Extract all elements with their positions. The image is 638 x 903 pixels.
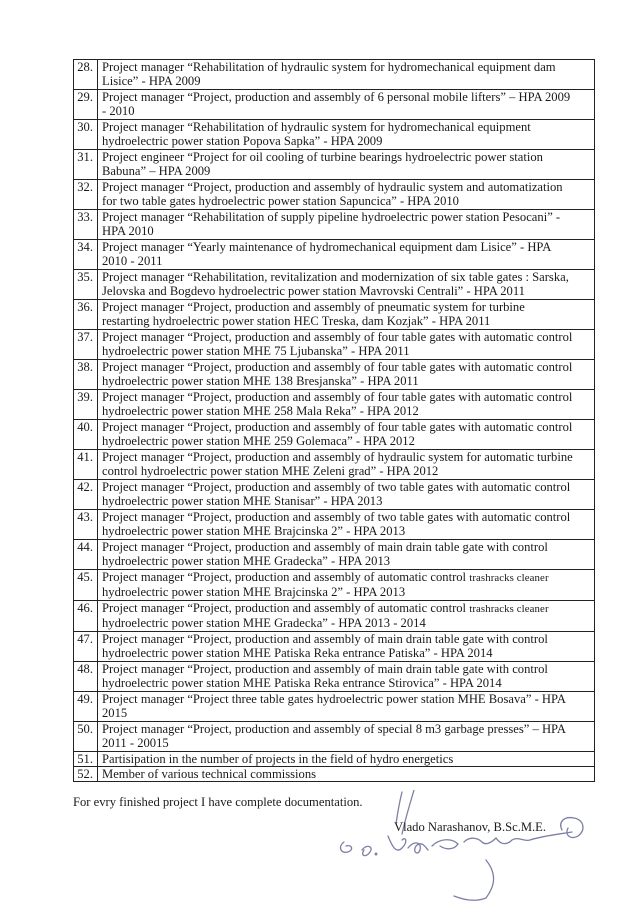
item-line-text: Project manager “Project, production and assembly of hydraulic system for automatic turbine: [102, 450, 573, 464]
item-line: [102, 300, 590, 314]
item-line-text: hydroelectric power station MHE Brajcinska 2” - HPA 2013: [102, 524, 406, 539]
item-number: 37.: [74, 330, 98, 360]
item-line-text: Project manager “Project, production and assembly of two table gates with automatic control: [102, 510, 571, 524]
table-row: [74, 210, 595, 240]
item-line-text: HPA 2010: [102, 224, 154, 239]
item-line: [102, 570, 590, 585]
table-row: [74, 631, 595, 661]
item-line-text: Project manager “Project, production and assembly of automatic control: [102, 600, 470, 615]
item-description: [98, 420, 595, 450]
item-number: 46.: [74, 600, 98, 631]
item-line-small-text: trashracks cleaner: [469, 602, 549, 615]
item-line-text: Project manager “Project, production and assembly of hydraulic system and automatization: [102, 180, 563, 194]
item-line: [102, 464, 590, 478]
item-line-text: hydroelectric power station MHE Gradecka” - HPA 2013 - 2014: [102, 616, 426, 631]
item-number: 35.: [74, 270, 98, 300]
item-line: [102, 120, 590, 134]
item-description: [98, 90, 595, 120]
projects-table: [73, 59, 595, 782]
item-number: 50.: [74, 721, 98, 751]
item-line: [102, 601, 590, 616]
item-line: [102, 706, 590, 720]
item-line-text: Project manager “Project, production and assembly of 6 personal mobile lifters” – HPA 2009: [102, 90, 571, 104]
item-number: 31.: [74, 150, 98, 180]
table-row: [74, 540, 595, 570]
item-number: 32.: [74, 180, 98, 210]
table-row: [74, 721, 595, 751]
item-line-text: Project manager “Project, production and assembly of four table gates with automatic control: [102, 390, 573, 404]
item-line-text: Project manager “Project, production and assembly of main drain table gate with control: [102, 661, 548, 676]
item-line: [102, 752, 590, 766]
table-row: [74, 450, 595, 480]
table-row: [74, 90, 595, 120]
table-row: [74, 661, 595, 691]
item-description: [98, 510, 595, 540]
item-line-text: hydroelectric power station MHE Patiska Reka entrance Patiska” - HPA 2014: [102, 646, 493, 661]
item-line-text: Babuna” – HPA 2009: [102, 164, 211, 179]
item-line-text: Project manager “Project, production and assembly of special 8 m3 garbage presses” – HPA: [102, 721, 566, 736]
item-line: [102, 450, 590, 464]
item-line-text: hydroelectric power station MHE Patiska Reka entrance Stirovica” - HPA 2014: [102, 676, 502, 691]
item-line-text: hydroelectric power station MHE Brajcinska 2” - HPA 2013: [102, 585, 406, 600]
item-line: [102, 404, 590, 418]
item-line: [102, 632, 590, 646]
item-number: 40.: [74, 420, 98, 450]
table-row: [74, 120, 595, 150]
item-line: [102, 254, 590, 268]
item-line: [102, 524, 590, 538]
item-description: [98, 60, 595, 90]
item-line-text: Project manager “Project, production and assembly of two table gates with automatic control: [102, 480, 571, 494]
item-number: 29.: [74, 90, 98, 120]
item-description: [98, 767, 595, 782]
item-line: [102, 646, 590, 660]
item-description: [98, 600, 595, 631]
item-line: [102, 150, 590, 164]
item-line: [102, 344, 590, 358]
item-number: 44.: [74, 540, 98, 570]
item-line: [102, 314, 590, 328]
item-line-text: hydroelectric power station MHE Stanisar” - HPA 2013: [102, 494, 383, 509]
item-line-text: 2015: [102, 706, 128, 721]
item-line: [102, 662, 590, 676]
item-line-text: control hydroelectric power station MHE Zeleni grad” - HPA 2012: [102, 464, 439, 479]
item-number: 47.: [74, 631, 98, 661]
item-number: 45.: [74, 570, 98, 601]
item-line-text: Project manager “Project, production and assembly of main drain table gate with control: [102, 540, 548, 554]
item-description: [98, 691, 595, 721]
table-row: [74, 390, 595, 420]
table-row: [74, 330, 595, 360]
item-line-text: 2010 - 2011: [102, 254, 163, 269]
item-line: [102, 692, 590, 706]
item-description: [98, 270, 595, 300]
item-line: [102, 224, 590, 238]
item-line: [102, 360, 590, 374]
item-number: 38.: [74, 360, 98, 390]
item-line-text: Project manager “Project, production and assembly of four table gates with automatic control: [102, 360, 573, 374]
table-row: [74, 480, 595, 510]
table-row: [74, 767, 595, 782]
item-description: [98, 480, 595, 510]
item-line-text: Project manager “Project, production and assembly of pneumatic system for turbine: [102, 300, 525, 314]
item-line-text: Project manager “Project, production and assembly of four table gates with automatic control: [102, 330, 573, 344]
item-line: [102, 134, 590, 148]
item-description: [98, 390, 595, 420]
item-line-text: - 2010: [102, 104, 135, 119]
table-row: [74, 180, 595, 210]
item-line-text: hydroelectric power station Popova Sapka” - HPA 2009: [102, 134, 383, 149]
table-row: [74, 600, 595, 631]
item-line: [102, 390, 590, 404]
item-line-text: Project manager “Rehabilitation of supply pipeline hydroelectric power station Pesocani” -: [102, 210, 561, 224]
item-line: [102, 767, 590, 781]
item-number: 52.: [74, 767, 98, 782]
item-line: [102, 60, 590, 74]
item-line-text: Lisice” - HPA 2009: [102, 74, 201, 89]
item-line: [102, 164, 590, 178]
item-line-text: Jelovska and Bogdevo hydroelectric power station Mavrovski Centrali” - HPA 2011: [102, 284, 525, 299]
item-line-text: for two table gates hydroelectric power station Sapuncica” - HPA 2010: [102, 194, 459, 209]
item-line: [102, 270, 590, 284]
item-line: [102, 420, 590, 434]
signer-name: Vlado Narashanov, B.Sc.M.E.: [394, 820, 547, 834]
item-line-text: Member of various technical commissions: [102, 767, 317, 782]
item-line: [102, 494, 590, 508]
item-line: [102, 676, 590, 690]
item-line: [102, 180, 590, 194]
item-line-text: Project manager “Project, production and assembly of main drain table gate with control: [102, 631, 548, 646]
item-description: [98, 540, 595, 570]
item-description: [98, 210, 595, 240]
item-number: 30.: [74, 120, 98, 150]
item-line-small-text: trashracks cleaner: [469, 572, 549, 584]
item-line: [102, 554, 590, 568]
item-line: [102, 510, 590, 524]
item-number: 33.: [74, 210, 98, 240]
item-line-text: Project engineer “Project for oil cooling of turbine bearings hydroelectric power station: [102, 150, 543, 164]
item-description: [98, 360, 595, 390]
item-line: [102, 194, 590, 208]
table-row: [74, 570, 595, 601]
item-line-text: Project manager “Project three table gates hydroelectric power station MHE Bosava” - HPA: [102, 691, 566, 706]
item-description: [98, 300, 595, 330]
item-line: [102, 722, 590, 736]
item-line: [102, 330, 590, 344]
item-line: [102, 374, 590, 388]
table-row: [74, 510, 595, 540]
item-number: 49.: [74, 691, 98, 721]
item-description: [98, 751, 595, 766]
table-row: [74, 300, 595, 330]
item-line: [102, 90, 590, 104]
item-line-text: Project manager “Project, production and assembly of automatic control: [102, 570, 470, 584]
item-number: 36.: [74, 300, 98, 330]
item-line-text: hydroelectric power station MHE 138 Bresjanska” - HPA 2011: [102, 374, 419, 389]
item-line: [102, 480, 590, 494]
item-description: [98, 661, 595, 691]
item-description: [98, 450, 595, 480]
table-row: [74, 150, 595, 180]
item-line: [102, 540, 590, 554]
item-line-text: hydroelectric power station MHE Gradecka” - HPA 2013: [102, 554, 391, 569]
item-number: 41.: [74, 450, 98, 480]
item-line-text: Partisipation in the number of projects in the field of hydro energetics: [102, 751, 454, 766]
item-line: [102, 210, 590, 224]
item-line: [102, 616, 590, 630]
item-description: [98, 631, 595, 661]
footer-note: For evry finished project I have complete documentation.: [73, 795, 363, 809]
item-line: [102, 104, 590, 118]
table-row: [74, 751, 595, 766]
item-line-text: hydroelectric power station MHE 258 Mala Reka” - HPA 2012: [102, 404, 419, 419]
table-row: [74, 420, 595, 450]
item-line: [102, 736, 590, 750]
item-line-text: Project manager “Rehabilitation of hydraulic system for hydromechanical equipment: [102, 120, 531, 134]
item-line: [102, 434, 590, 448]
item-line-text: hydroelectric power station MHE 75 Ljubanska” - HPA 2011: [102, 344, 410, 359]
item-number: 42.: [74, 480, 98, 510]
item-number: 28.: [74, 60, 98, 90]
item-line: [102, 74, 590, 88]
item-description: [98, 570, 595, 601]
item-description: [98, 150, 595, 180]
item-description: [98, 330, 595, 360]
item-line: [102, 240, 590, 254]
item-number: 51.: [74, 751, 98, 766]
item-line-text: restarting hydroelectric power station HEC Treska, dam Kozjak” - HPA 2011: [102, 314, 491, 329]
item-description: [98, 240, 595, 270]
item-line-text: Project manager “Rehabilitation, revitalization and modernization of six table gates : Sarska,: [102, 270, 569, 284]
table-row: [74, 360, 595, 390]
item-line: [102, 585, 590, 599]
item-line: [102, 284, 590, 298]
item-line-text: Project manager “Rehabilitation of hydraulic system for hydromechanical equipment dam: [102, 60, 556, 74]
item-line-text: hydroelectric power station MHE 259 Golemaca” - HPA 2012: [102, 434, 415, 449]
table-row: [74, 240, 595, 270]
table-row: [74, 270, 595, 300]
item-number: 48.: [74, 661, 98, 691]
projects-table-body: [74, 60, 595, 782]
table-row: [74, 691, 595, 721]
handwritten-signature: [336, 790, 601, 902]
item-number: 39.: [74, 390, 98, 420]
item-line-text: Project manager “Project, production and assembly of four table gates with automatic control: [102, 420, 573, 434]
item-number: 43.: [74, 510, 98, 540]
item-number: 34.: [74, 240, 98, 270]
item-description: [98, 721, 595, 751]
item-line-text: 2011 - 20015: [102, 736, 169, 751]
item-line-text: Project manager “Yearly maintenance of hydromechanical equipment dam Lisice” - HPA: [102, 240, 552, 254]
table-row: [74, 60, 595, 90]
item-description: [98, 120, 595, 150]
item-description: [98, 180, 595, 210]
